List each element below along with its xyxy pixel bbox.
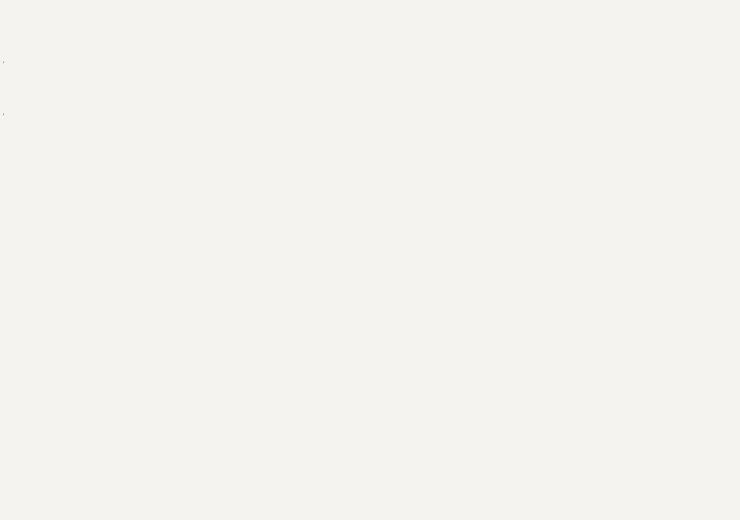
margin-tick-mark: ' [3, 112, 5, 121]
margin-tick-mark: ' [3, 60, 5, 69]
